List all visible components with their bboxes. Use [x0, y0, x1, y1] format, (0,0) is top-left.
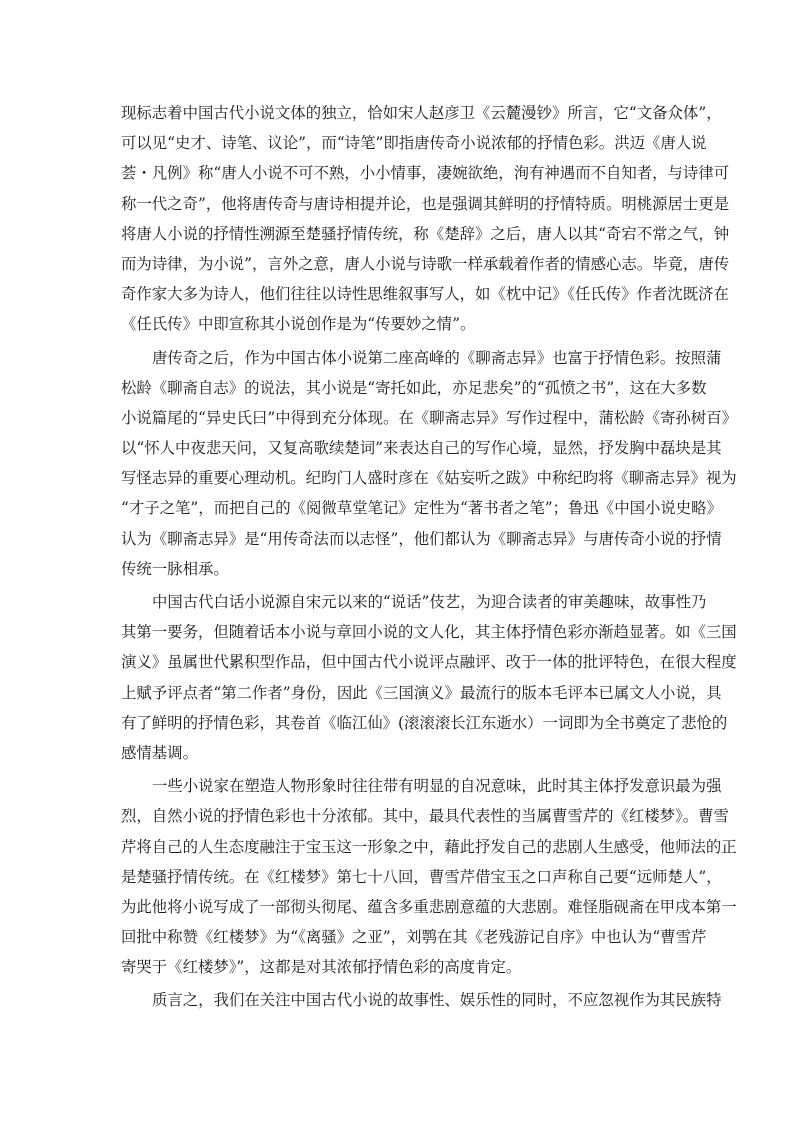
text-line: 寄哭于《红楼梦》”，这都是对其浓郁抒情色彩的高度肯定。	[121, 958, 522, 977]
text-line: 以“怀人中夜悲天问，又复高歌续楚词”来表达自己的写作心境，显然，抒发胸中磊块是其	[121, 439, 722, 458]
text-line: 烈，自然小说的抒情色彩也十分浓郁。其中，最具代表性的当属曹雪芹的《红楼梦》。曹雪	[121, 807, 729, 826]
text-line: 是楚骚抒情传统。在《红楼梦》第七十八回，曹雪芹借宝玉之口声称自己要“远师楚人”，	[121, 867, 722, 886]
paragraph-4	[121, 771, 737, 982]
text-line: 感情基调。	[121, 743, 198, 762]
text-line: 芹将自己的人生态度融注于宝玉这一形象之中，藉此抒发自己的悲剧人生感受，他师法的正	[121, 837, 737, 856]
text-line: 其第一要务，但随着话本小说与章回小说的文人化，其主体抒情色彩亦渐趋显著。如《三国	[121, 623, 737, 642]
text-line: 唐传奇之后，作为中国古体小说第二座高峰的《聊斋志异》也富于抒情色彩。按照蒲	[152, 348, 722, 367]
text-line: 荟・凡例》称“唐人小说不可不熟，小小情事，凄婉欲绝，洵有神遇而不自知者，与诗律可	[121, 164, 730, 183]
text-line: 传统一脉相承。	[121, 559, 229, 578]
paragraph-3	[121, 587, 737, 768]
text-line: 上赋予评点者“第二作者”身份，因此《三国演义》最流行的版本毛评本已属文人小说，具	[121, 683, 722, 702]
text-line: 可以见“史才、诗笔、议论”，而“诗笔”即指唐传奇小说浓郁的抒情色彩。洪迈《唐人说	[121, 134, 707, 153]
text-line: 质言之，我们在关注中国古代小说的故事性、娱乐性的同时，不应忽视作为其民族特	[152, 991, 722, 1010]
text-line: 认为《聊斋志异》是“用传奇法而以志怪”，他们都认为《聊斋志异》与唐传奇小说的抒情	[121, 529, 722, 548]
text-line: 称一代之奇”，他将唐传奇与唐诗相提并论，也是强调其鲜明的抒情特质。明桃源居士更是	[121, 194, 730, 213]
text-line: 演义》虽属世代累积型作品，但中国古代小说评点融评、改于一体的批评特色，在很大程度	[121, 653, 737, 672]
text-line: 将唐人小说的抒情性溯源至楚骚抒情传统，称《楚辞》之后，唐人以其“奇宕不常之气，钟	[121, 224, 730, 243]
text-line: 有了鲜明的抒情色彩，其卷首《临江仙》(滚滚滚长江东逝水）一词即为全书奠定了悲怆的	[121, 713, 728, 732]
article-body	[121, 98, 737, 1016]
text-line: 中国古代白话小说源自宋元以来的“说话”伎艺，为迎合读者的审美趣味，故事性乃	[152, 593, 707, 611]
text-line: 奇作家大多为诗人，他们往往以诗性思维叙事写人，如《枕中记》《任氏传》作者沈既济在	[121, 285, 729, 304]
text-line: 小说篇尾的“异史氏曰”中得到充分体现。在《聊斋志异》写作过程中，蒲松龄《寄孙树百》	[121, 408, 737, 427]
text-line: 一些小说家在塑造人物形象时往往带有明显的自况意味，此时其主体抒发意识最为强	[152, 777, 722, 796]
text-line: 而为诗律，为小说”，言外之意，唐人小说与诗歌一样承载着作者的情感心志。毕竟，唐传	[121, 254, 730, 273]
text-line: 现标志着中国古代小说文体的独立，恰如宋人赵彦卫《云麓漫钞》所言，它“文备众体”，	[121, 104, 722, 122]
text-line: 《任氏传》中即宣称其小说创作是为“传要妙之情”。	[121, 315, 476, 334]
paragraph-2	[121, 343, 737, 585]
paragraph-5	[121, 985, 722, 1015]
paragraph-1	[121, 98, 730, 340]
text-line: 回批中称赞《红楼梦》为“《离骚》之亚”，刘鹗在其《老残游记自序》中也认为“曹雪芹	[121, 928, 707, 947]
text-line: 写怪志异的重要心理动机。纪昀门人盛时彦在《姑妄听之跋》中称纪昀将《聊斋志异》视为	[121, 469, 737, 488]
text-line: 松龄《聊斋自志》的说法，其小说是“寄托如此，亦足悲矣”的“孤愤之书”，这在大多数	[121, 378, 707, 397]
text-line: “才子之笔”，而把自己的《阅微草堂笔记》定性为“著书者之笔”；鲁迅《中国小说史略》	[121, 499, 722, 518]
text-line: 为此他将小说写成了一部彻头彻尾、蕴含多重悲剧意蕴的大悲剧。难怪脂砚斋在甲戌本第一	[121, 897, 737, 916]
